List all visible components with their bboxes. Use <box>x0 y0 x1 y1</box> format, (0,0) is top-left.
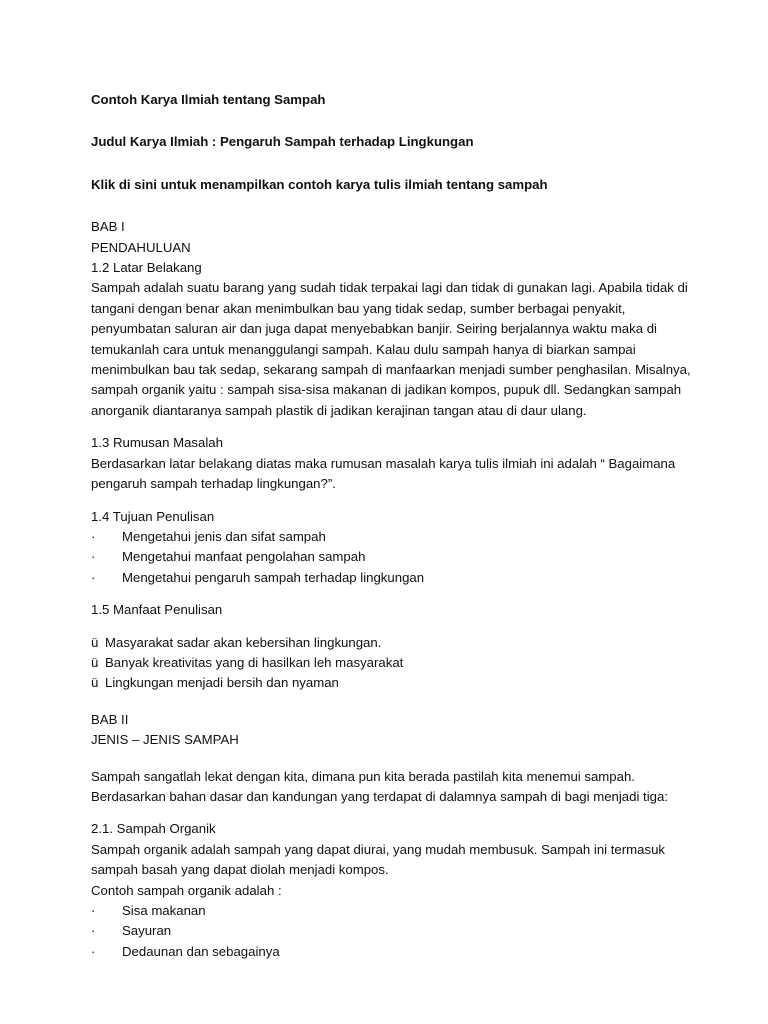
document-title: Contoh Karya Ilmiah tentang Sampah <box>91 92 326 107</box>
check-bullet: ü <box>91 654 99 670</box>
paragraph-line: pengaruh sampah terhadap lingkungan?”. <box>91 476 336 492</box>
check-bullet: ü <box>91 634 99 650</box>
bab2-label: BAB II <box>91 711 129 727</box>
paragraph-line: Sampah sangatlah lekat dengan kita, dimana pun kita berada pastilah kita menemui sampah. <box>91 768 635 784</box>
paragraph-line: Berdasarkan bahan dasar dan kandungan yang terdapat di dalamnya sampah di bagi menjadi tiga: <box>91 788 668 804</box>
bullet-dot: · <box>91 923 96 939</box>
list-item <box>91 653 691 673</box>
paragraph-line: sampah organik yaitu : sampah sisa-sisa makanan di jadikan kompos, pupuk dll. Sedangkan sampah <box>91 382 682 398</box>
paragraph-line: Berdasarkan latar belakang diatas maka rumusan masalah karya tulis ilmiah ini adalah “ Bagaimana <box>91 455 676 471</box>
list-item-text: Mengetahui jenis dan sifat sampah <box>122 528 326 544</box>
list-item <box>91 547 691 567</box>
list-item-text: Sisa makanan <box>122 903 206 918</box>
list-item-text: Mengetahui pengaruh sampah terhadap lingkungan <box>122 569 425 585</box>
paragraph-line: tangani dengan benar akan menimbulkan bau yang tidak sedap, sumber berbagai penyakit, <box>91 300 626 316</box>
list-item-text: Banyak kreativitas yang di hasilkan leh masyarakat <box>105 654 404 670</box>
paragraph-line: Sampah organik adalah sampah yang dapat diurai, yang mudah membusuk. Sampah ini termasuk <box>91 841 665 857</box>
paragraph-line: Sampah adalah suatu barang yang sudah tidak terpakai lagi dan tidak di gunakan lagi. Apabila tidak di <box>91 280 688 296</box>
bullet-dot: · <box>91 549 96 565</box>
latar-belakang-paragraph <box>91 278 691 421</box>
organik-example-list <box>91 901 691 962</box>
bullet-dot: · <box>91 569 96 585</box>
manfaat-penulisan-heading: 1.5 Manfaat Penulisan <box>91 602 223 618</box>
tujuan-list <box>91 527 691 588</box>
list-item <box>91 673 691 693</box>
document-body <box>91 90 691 962</box>
paragraph-line: sampah basah yang dapat diolah menjadi kompos. <box>91 862 389 878</box>
list-item <box>91 921 691 941</box>
list-item-text: Sayuran <box>122 923 172 939</box>
list-item <box>91 942 691 962</box>
list-item <box>91 901 691 921</box>
paragraph-line: temukanlah cara untuk menanggulangi sampah. Kalau dulu sampah hanya di biarkan sampai <box>91 341 636 357</box>
rumusan-masalah-paragraph <box>91 454 691 495</box>
manfaat-list <box>91 633 691 694</box>
sampah-organik-heading: 2.1. Sampah Organik <box>91 821 216 837</box>
paragraph-line: Contoh sampah organik adalah : <box>91 882 282 898</box>
bab1-label: BAB I <box>91 219 125 235</box>
list-item-text: Mengetahui manfaat pengolahan sampah <box>122 549 366 565</box>
list-item-text: Dedaunan dan sebagainya <box>122 943 280 959</box>
check-bullet: ü <box>91 675 99 691</box>
paragraph-line: anorganik diantaranya sampah plastik di jadikan kerajinan tangan atau di daur ulang. <box>91 402 587 418</box>
list-item-text: Lingkungan menjadi bersih dan nyaman <box>105 675 339 691</box>
tujuan-penulisan-heading: 1.4 Tujuan Penulisan <box>91 508 215 524</box>
document-subtitle: Judul Karya Ilmiah : Pengaruh Sampah terhadap Lingkungan <box>91 134 474 150</box>
list-item-text: Masyarakat sadar akan kebersihan lingkungan. <box>105 634 382 650</box>
show-example-link[interactable]: Klik di sini untuk menampilkan contoh karya tulis ilmiah tentang sampah <box>91 176 548 192</box>
paragraph-line: penyumbatan saluran air dan juga dapat menyebabkan banjir. Seiring berjalannya waktu maka di <box>91 321 657 337</box>
paragraph-line: menimbulkan bau tak sedap, sekarang sampah di manfaarkan menjadi sumber penghasilan. Misalnya, <box>91 362 691 378</box>
latar-belakang-heading: 1.2 Latar Belakang <box>91 260 202 276</box>
bab1-title: PENDAHULUAN <box>91 239 191 255</box>
list-item <box>91 633 691 653</box>
bullet-dot: · <box>91 943 96 959</box>
rumusan-masalah-heading: 1.3 Rumusan Masalah <box>91 435 223 451</box>
list-item <box>91 568 691 588</box>
list-item <box>91 527 691 547</box>
bab2-title: JENIS – JENIS SAMPAH <box>91 732 239 748</box>
bullet-dot: · <box>91 903 96 918</box>
bab2-intro-paragraph <box>91 767 691 808</box>
sampah-organik-paragraph <box>91 840 691 901</box>
bullet-dot: · <box>91 528 96 544</box>
